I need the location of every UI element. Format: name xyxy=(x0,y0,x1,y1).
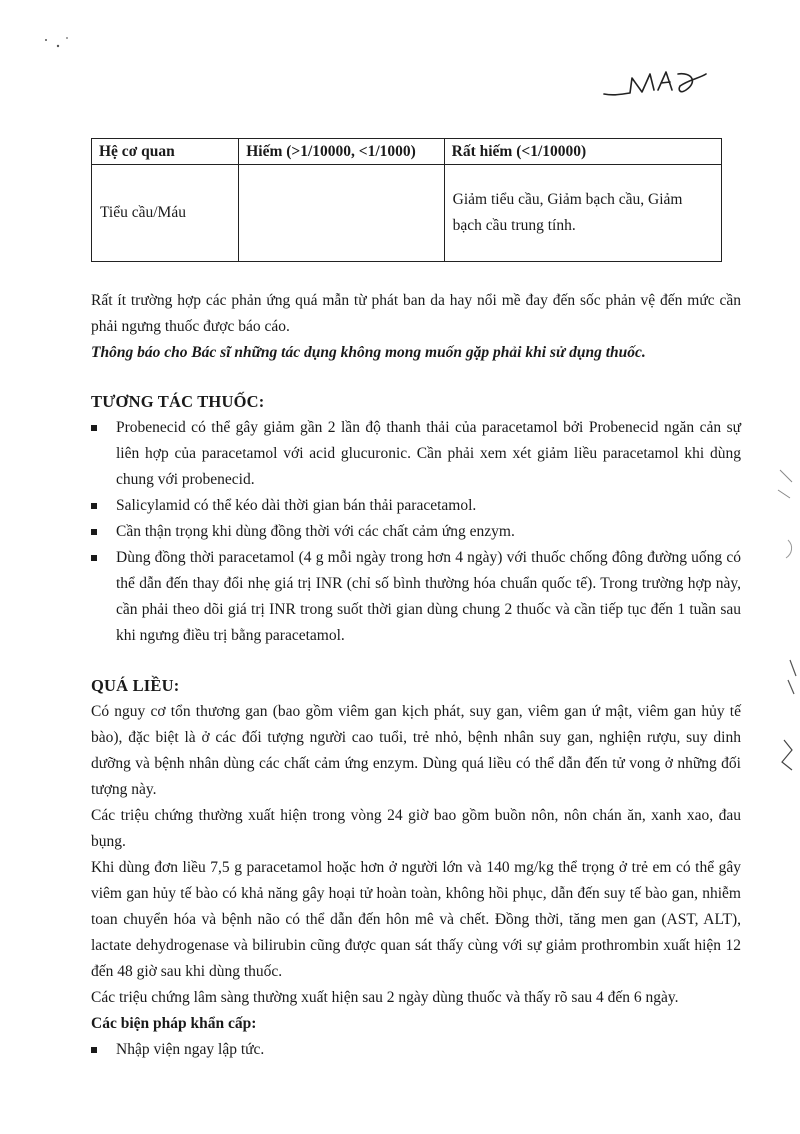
list-item: Nhập viện ngay lập tức. xyxy=(91,1037,741,1063)
scan-speckles xyxy=(40,28,80,58)
table-row xyxy=(92,165,722,262)
interactions-section xyxy=(91,389,741,649)
bullet-icon xyxy=(91,503,97,509)
bullet-icon xyxy=(91,1047,97,1053)
adverse-reactions-table xyxy=(91,138,722,262)
interactions-list xyxy=(91,415,741,649)
interactions-heading: TƯƠNG TÁC THUỐC: xyxy=(91,392,265,411)
overdose-heading: QUÁ LIỀU: xyxy=(91,676,180,695)
list-item: Dùng đồng thời paracetamol (4 g mỗi ngày trong hơn 4 ngày) với thuốc chống đông đường uống có thể dẫn đến thay đổi nhẹ giá trị INR (chỉ số bình thường hóa chuẩn quốc tế). Trong trường hợp này, cần phải theo dõi giá trị INR trong suốt thời gian dùng chung 2 thuốc và cần tiếp tục đến 1 tuần sau khi ngưng điều trị bằng paracetamol. xyxy=(91,545,741,649)
list-item: Cần thận trọng khi dùng đồng thời với các chất cảm ứng enzym. xyxy=(91,519,741,545)
hypersensitivity-text: Rất ít trường hợp các phản ứng quá mẫn từ phát ban da hay nổi mề đay đến sốc phản vệ đến mức cần phải ngưng thuốc được báo cáo. xyxy=(91,292,741,335)
table-header-row xyxy=(92,139,722,165)
bullet-icon xyxy=(91,425,97,431)
scan-edge-marks xyxy=(770,450,800,790)
emergency-heading: Các biện pháp khẩn cấp: xyxy=(91,1015,257,1032)
hypersensitivity-section xyxy=(91,288,741,366)
table-cell-very-rare: Giảm tiểu cầu, Giảm bạch cầu, Giảm bạch cầu trung tính. xyxy=(444,165,721,262)
handwritten-signature xyxy=(600,60,710,110)
report-notice: Thông báo cho Bác sĩ những tác dụng không mong muốn gặp phải khi sử dụng thuốc. xyxy=(91,344,646,361)
emergency-list xyxy=(91,1037,741,1063)
overdose-paragraph: Các triệu chứng lâm sàng thường xuất hiện sau 2 ngày dùng thuốc và thấy rõ sau 4 đến 6 ngày. xyxy=(91,989,679,1006)
bullet-icon xyxy=(91,529,97,535)
table-header-cell: Rất hiếm (<1/10000) xyxy=(444,139,721,165)
table-cell-rare xyxy=(239,165,444,262)
list-item: Salicylamid có thể kéo dài thời gian bán thải paracetamol. xyxy=(91,493,741,519)
table-header-cell: Hệ cơ quan xyxy=(92,139,239,165)
overdose-paragraph: Các triệu chứng thường xuất hiện trong vòng 24 giờ bao gồm buồn nôn, nôn chán ăn, xanh xao, đau bụng. xyxy=(91,807,741,850)
overdose-paragraph: Khi dùng đơn liều 7,5 g paracetamol hoặc hơn ở người lớn và 140 mg/kg thể trọng ở trẻ em có thể gây viêm gan hủy tế bào có khả năng gây hoại tử hoàn toàn, không hồi phục, dẫn đến suy tế bào gan, nhiễm toan chuyển hóa và bệnh não có thể dẫn đến hôn mê và chết. Đồng thời, tăng men gan (AST, ALT), lactate dehydrogenase và bilirubin cũng được quan sát thấy cùng với sự giảm prothrombin xuất hiện 12 đến 48 giờ sau khi dùng thuốc. xyxy=(91,859,741,980)
table-cell-organ: Tiểu cầu/Máu xyxy=(92,165,239,262)
overdose-paragraph: Có nguy cơ tổn thương gan (bao gồm viêm gan kịch phát, suy gan, viêm gan ứ mật, viêm gan hủy tế bào), đặc biệt là ở các đối tượng người cao tuổi, trẻ nhỏ, bệnh nhân suy gan, nghiện rượu, suy dinh dưỡng và bệnh nhân dùng các chất cảm ứng enzym. Dùng quá liều có thể dẫn đến tử vong ở những đối tượng này. xyxy=(91,703,741,798)
overdose-section xyxy=(91,673,741,1063)
table-header-cell: Hiếm (>1/10000, <1/1000) xyxy=(239,139,444,165)
bullet-icon xyxy=(91,555,97,561)
list-item: Probenecid có thể gây giảm gần 2 lần độ thanh thải của paracetamol bởi Probenecid ngăn cản sự liên hợp của paracetamol với acid glucuronic. Cần phải xem xét giảm liều paracetamol khi dùng chung với probenecid. xyxy=(91,415,741,493)
